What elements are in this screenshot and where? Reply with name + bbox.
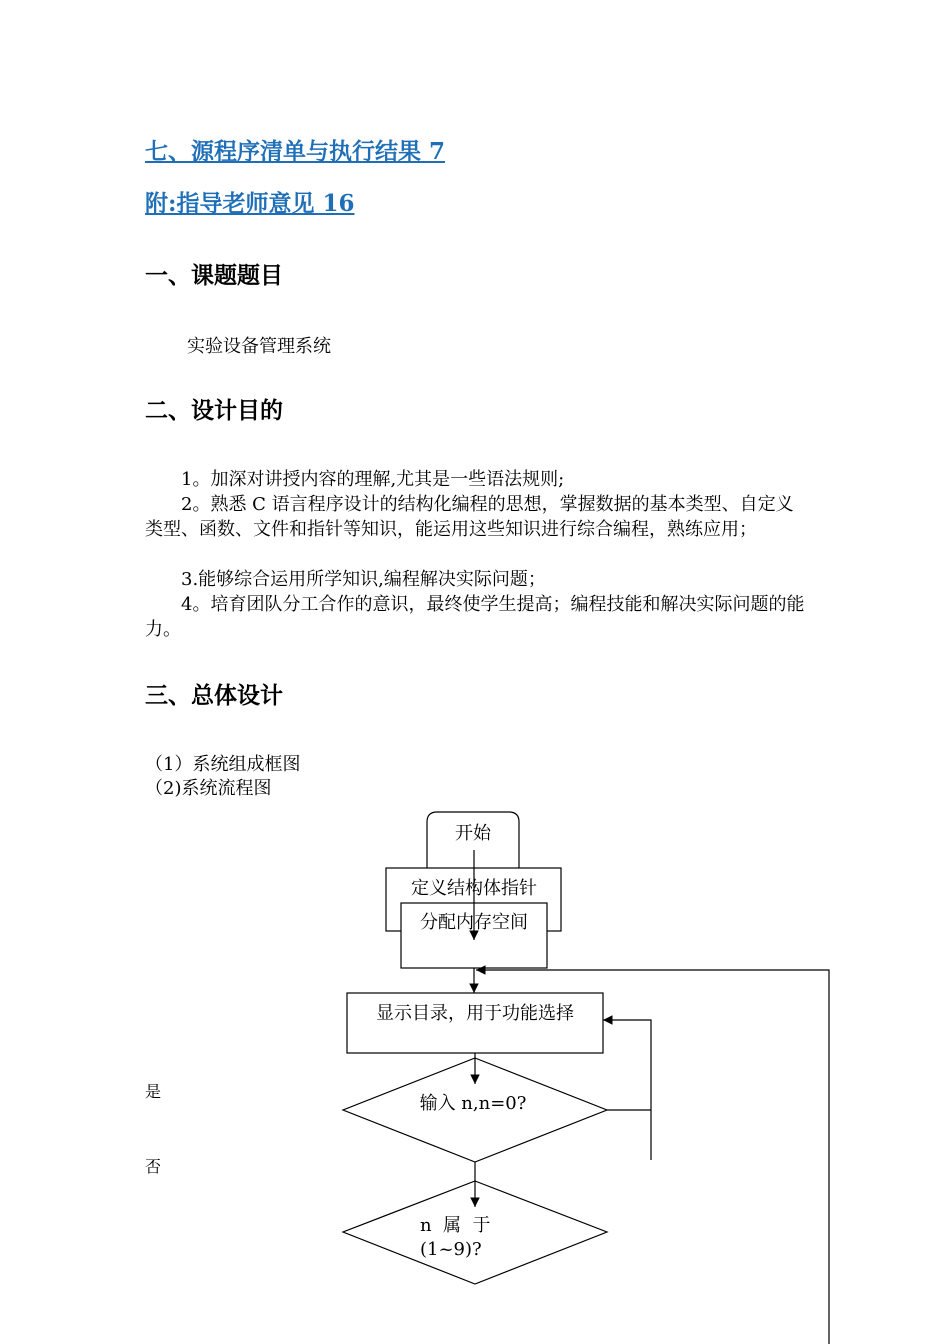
goal-item-2: 2。熟悉 C 语言程序设计的结构化编程的思想，掌握数据的基本类型、自定义类型、函数、文件和指针等知识，能运用这些知识进行综合编程，熟练应用；	[145, 494, 794, 540]
subsection-system-block-diagram: （1）系统组成框图	[145, 754, 301, 775]
section-1-body: 实验设备管理系统	[187, 336, 331, 357]
decision-range-label-2: (1~9)?	[420, 1239, 482, 1260]
toc-link-appendix[interactable]: 附:指导老师意见 16	[145, 190, 355, 217]
toc-link-section-7[interactable]: 七、源程序清单与执行结果 7	[145, 138, 446, 165]
section-1-heading: 一、课题题目	[145, 263, 283, 289]
start-label: 开始	[455, 823, 491, 844]
arrow-loop-to-menu	[603, 1020, 651, 1110]
section-2-heading: 二、设计目的	[145, 398, 283, 424]
decision-range-label-1: n 属 于	[420, 1215, 491, 1236]
yes-label: 是	[145, 1082, 162, 1101]
subsection-system-flowchart: （2)系统流程图	[145, 778, 272, 799]
goal-item-4: 4。培育团队分工合作的意识，最终使学生提高；编程技能和解决实际问题的能力。	[145, 594, 805, 640]
menu-display-label: 显示目录，用于功能选择	[376, 1003, 574, 1024]
goal-item-3: 3.能够综合运用所学知识,编程解决实际问题；	[181, 569, 546, 590]
alloc-memory-label: 分配内存空间	[420, 912, 528, 933]
system-flowchart	[0, 800, 950, 1344]
no-label: 否	[145, 1157, 162, 1176]
goal-item-1: 1。加深对讲授内容的理解,尤其是一些语法规则;	[181, 469, 565, 490]
section-3-heading: 三、总体设计	[145, 683, 283, 709]
arrow-outer-return	[476, 970, 829, 1344]
define-struct-label: 定义结构体指针	[411, 878, 537, 899]
decision-input-zero-label: 输入 n,n=0?	[419, 1093, 527, 1114]
